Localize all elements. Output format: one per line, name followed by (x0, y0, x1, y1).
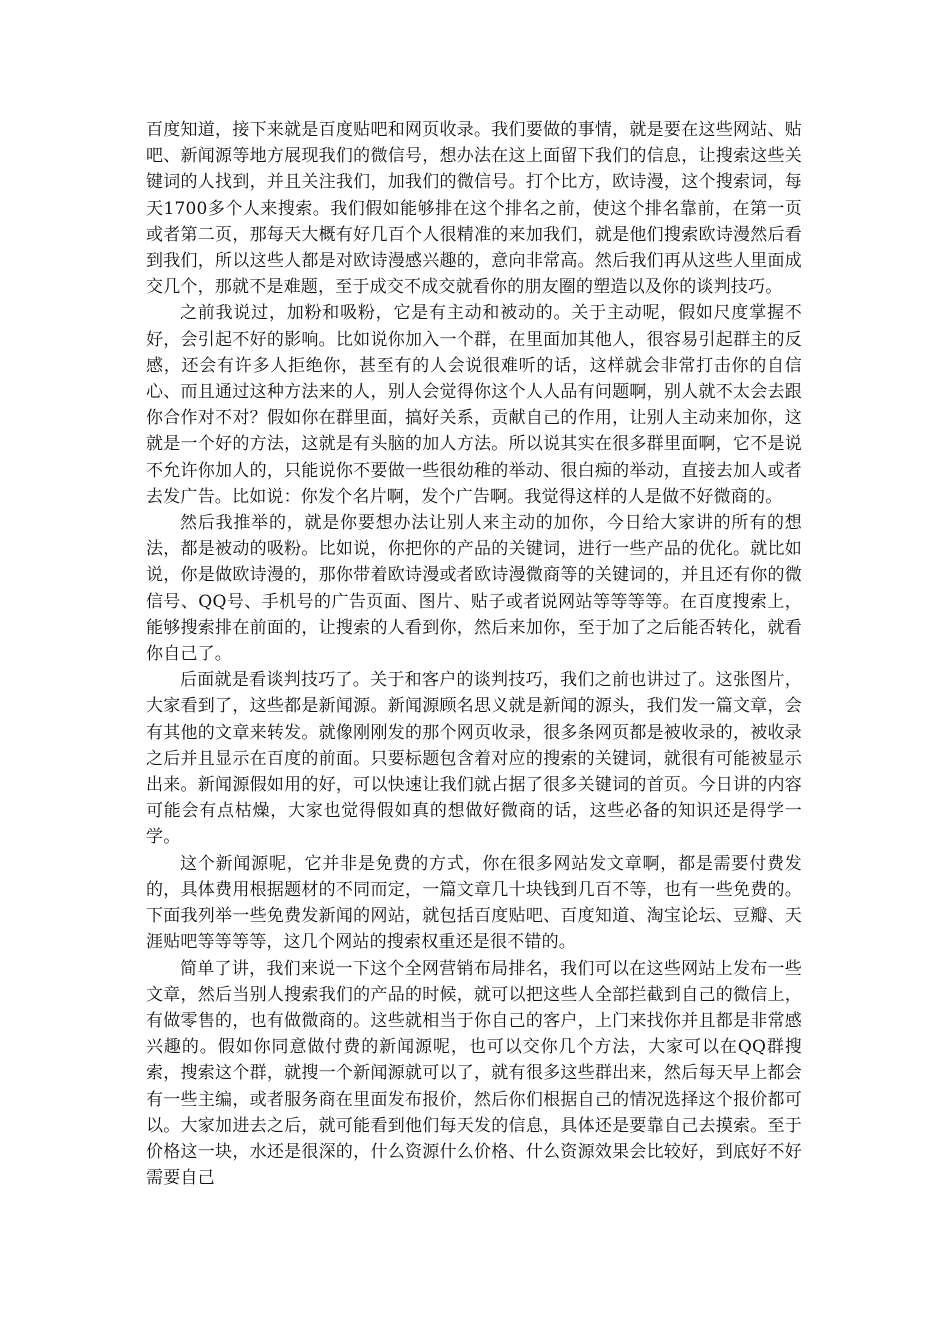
document-body (146, 117, 802, 1191)
paragraph-3: 然后我推举的，就是你要想办法让别人来主动的加你，今日给大家讲的所有的想法，都是被动的吸粉。比如说，你把你的产品的关键词，进行一些产品的优化。就比如说，你是做欧诗漫的，那你带着欧诗漫或者欧诗漫微商等的关键词的，并且还有你的微信号、QQ号、手机号的广告页面、图片、贴子或者说网站等等等等。在百度搜索上，能够搜索排在前面的，让搜索的人看到你，然后来加你，至于加了之后能否转化，就看你自己了。 (146, 513, 802, 665)
paragraph-4: 后面就是看谈判技巧了。关于和客户的谈判技巧，我们之前也讲过了。这张图片，大家看到了，这些都是新闻源。新闻源顾名思义就是新闻的源头，我们发一篇文章，会有其他的文章来转发。就像刚刚发的那个网页收录，很多条网页都是被收录的，被收录之后并且显示在百度的前面。只要标题包含着对应的搜索的关键词，就很有可能被显示出来。新闻源假如用的好，可以快速让我们就占据了很多关键词的首页。今日讲的内容可能会有点枯燥，大家也觉得假如真的想做好微商的话，这些必备的知识还是得学一学。 (146, 670, 802, 848)
paragraph-1: 百度知道，接下来就是百度贴吧和网页收录。我们要做的事情，就是要在这些网站、贴吧、新闻源等地方展现我们的微信号，想办法在这上面留下我们的信息，让搜索这些关键词的人找到，并且关注我们，加我们的微信号。打个比方，欧诗漫，这个搜索词，每天1700多个人来搜索。我们假如能够排在这个排名之前，使这个排名靠前，在第一页或者第二页，那每天大概有好几百个人很精准的来加我们，就是他们搜索欧诗漫然后看到我们，所以这些人都是对欧诗漫感兴趣的，意向非常高。然后我们再从这些人里面成交几个，那就不是难题，至于成交不成交就看你的朋友圈的塑造以及你的谈判技巧。 (146, 120, 802, 298)
paragraph-6: 简单了讲，我们来说一下这个全网营销布局排名，我们可以在这些网站上发布一些文章，然后当别人搜索我们的产品的时候，就可以把这些人全部拦截到自己的微信上，有做零售的，也有做微商的。这些就相当于你自己的客户，上门来找你并且都是非常感兴趣的。假如你同意做付费的新闻源呢，也可以交你几个方法，大家可以在QQ群搜索，搜索这个群，就搜一个新闻源就可以了，就有很多这些群出来，然后每天早上都会有一些主编，或者服务商在里面发布报价，然后你们根据自己的情况选择这个报价都可以。大家加进去之后，就可能看到他们每天发的信息，具体还是要靠自己去摸索。至于价格这一块，水还是很深的，什么资源什么价格、什么资源效果会比较好，到底好不好需要自己 (146, 958, 802, 1189)
paragraph-5: 这个新闻源呢，它并非是免费的方式，你在很多网站发文章啊，都是需要付费发的，具体费用根据题材的不同而定，一篇文章几十块钱到几百不等，也有一些免费的。下面我列举一些免费发新闻的网站，就包括百度贴吧、百度知道、淘宝论坛、豆瓣、天涯贴吧等等等等，这几个网站的搜索权重还是很不错的。 (146, 853, 802, 953)
paragraph-2: 之前我说过，加粉和吸粉，它是有主动和被动的。关于主动呢，假如尺度掌握不好，会引起不好的影响。比如说你加入一个群，在里面加其他人，很容易引起群主的反感，还会有许多人拒绝你，甚至有的人会说很难听的话，这样就会非常打击你的自信心、而且通过这种方法来的人，别人会觉得你这个人人品有问题啊，别人就不太会去跟你合作对不对？假如你在群里面，搞好关系，贡献自己的作用，让别人主动来加你，这就是一个好的方法，这就是有头脑的加人方法。所以说其实在很多群里面啊，它不是说不允许你加人的，只能说你不要做一些很幼稚的举动、很白痴的举动，直接去加人或者去发广告。比如说：你发个名片啊，发个广告啊。我觉得这样的人是做不好微商的。 (146, 303, 802, 507)
